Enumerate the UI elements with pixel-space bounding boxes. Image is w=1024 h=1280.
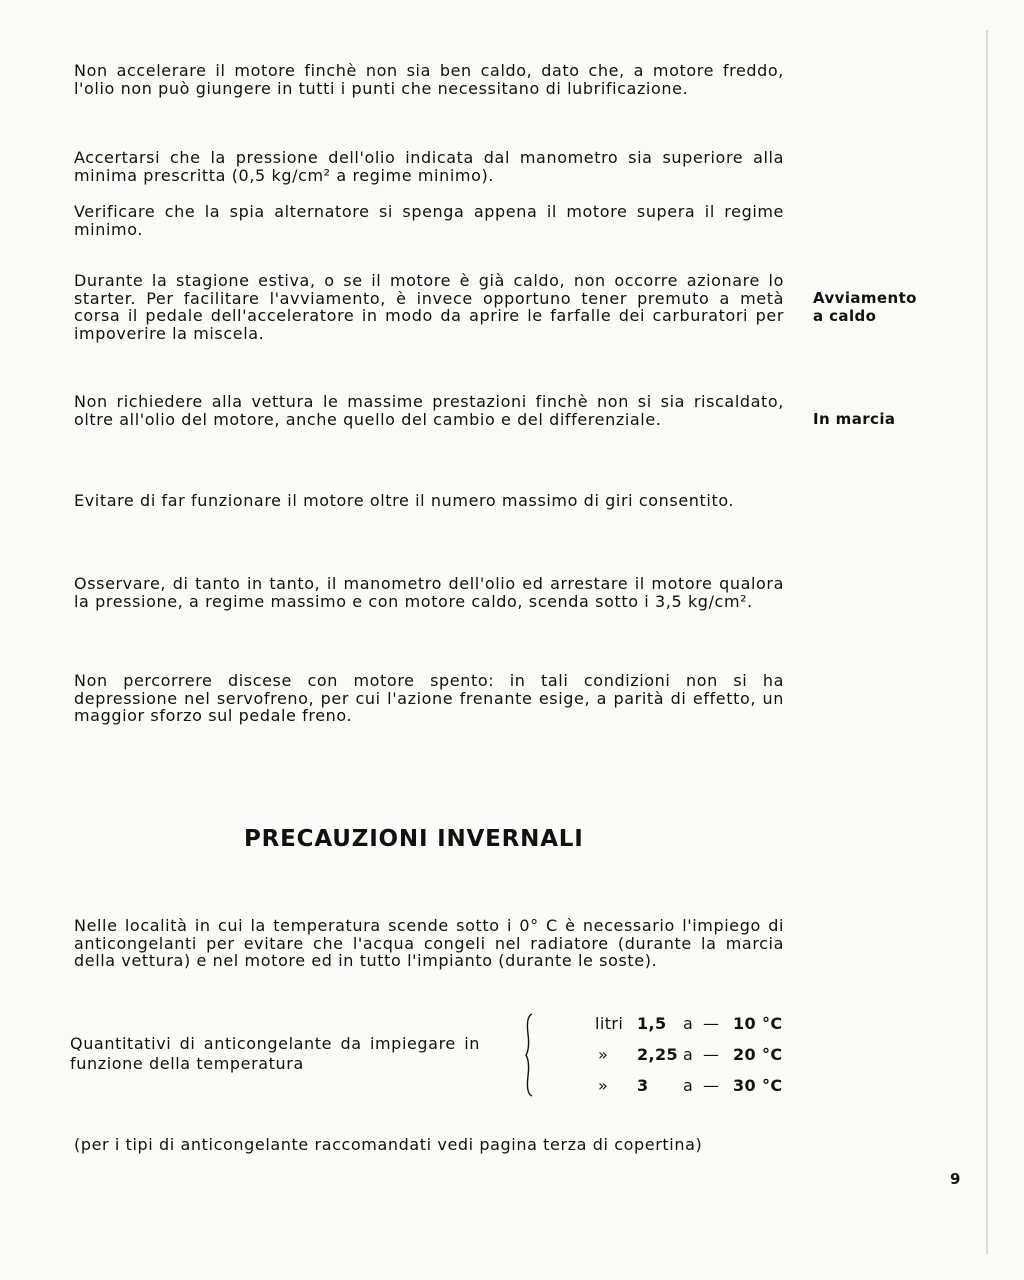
quantity-connector: a — [683, 1076, 694, 1095]
side-label-avviamento-line1: Avviamento — [813, 289, 917, 307]
quantity-unit: » — [598, 1045, 609, 1064]
quantity-amount: 3 — [637, 1076, 649, 1095]
paragraph-warm-up: Non richiedere alla vettura le massime prestazioni finchè non si sia riscaldato, oltre all'olio del motore, anche quello del cambio e del differenziale. — [74, 392, 784, 429]
quantity-temperature: 20 °C — [733, 1045, 783, 1064]
quantity-dash: — — [703, 1014, 720, 1033]
antifreeze-quantity-label: Quantitativi di anticongelante da impiegare in funzione della temperatura — [70, 1034, 480, 1073]
section-heading-winter: PRECAUZIONI INVERNALI — [244, 826, 584, 852]
side-label-avviamento-line2: a caldo — [813, 307, 877, 325]
antifreeze-quantity-table — [590, 1014, 790, 1107]
table-row — [590, 1076, 790, 1107]
page-number: 9 — [950, 1170, 961, 1188]
quantity-unit: » — [598, 1076, 609, 1095]
brace-icon — [524, 1012, 534, 1098]
paragraph-winter-intro: Nelle località in cui la temperatura scende sotto i 0° C è necessario l'impiego di anticongelanti per evitare che l'acqua congeli nel radiatore (durante la marcia della vettura) e nel motore ed in tutto l'impianto (durante le soste). — [74, 916, 784, 970]
quantity-temperature: 30 °C — [733, 1076, 783, 1095]
side-label-in-marcia: In marcia — [813, 410, 896, 428]
paragraph-oil-pressure: Accertarsi che la pressione dell'olio indicata dal manometro sia superiore alla minima prescritta (0,5 kg/cm² a regime minimo). — [74, 148, 784, 185]
paragraph-cold-engine: Non accelerare il motore finchè non sia ben caldo, dato che, a motore freddo, l'olio non può giungere in tutti i punti che necessitano di lubrificazione. — [74, 61, 784, 98]
quantity-connector: a — [683, 1014, 694, 1033]
paragraph-oil-gauge: Osservare, di tanto in tanto, il manometro dell'olio ed arrestare il motore qualora la pressione, a regime massimo e con motore caldo, scenda sotto i 3,5 kg/cm². — [74, 574, 784, 611]
table-row — [590, 1014, 790, 1045]
antifreeze-footnote: (per i tipi di anticongelante raccomandati vedi pagina terza di copertina) — [74, 1135, 703, 1154]
quantity-unit: litri — [595, 1014, 624, 1033]
paragraph-engine-off-descent: Non percorrere discese con motore spento: in tali condizioni non si ha depressione nel servofreno, per cui l'azione frenante esige, a parità di effetto, un maggior sforzo sul pedale freno. — [74, 671, 784, 725]
paragraph-max-rpm: Evitare di far funzionare il motore oltre il numero massimo di giri consentito. — [74, 491, 735, 510]
quantity-amount: 2,25 — [637, 1045, 679, 1064]
quantity-amount: 1,5 — [637, 1014, 667, 1033]
quantity-dash: — — [703, 1076, 720, 1095]
table-row — [590, 1045, 790, 1076]
quantity-temperature: 10 °C — [733, 1014, 783, 1033]
page-edge-line — [986, 30, 988, 1255]
quantity-dash: — — [703, 1045, 720, 1064]
quantity-connector: a — [683, 1045, 694, 1064]
paragraph-alternator-light: Verificare che la spia alternatore si spenga appena il motore supera il regime minimo. — [74, 202, 784, 239]
paragraph-hot-start: Durante la stagione estiva, o se il motore è già caldo, non occorre azionare lo starter. Per facilitare l'avviamento, è invece opportuno tener premuto a metà corsa il pedale dell'acceleratore in modo da aprire le farfalle dei carburatori per impoverire la miscela. — [74, 271, 784, 343]
side-label-avviamento — [813, 289, 917, 325]
